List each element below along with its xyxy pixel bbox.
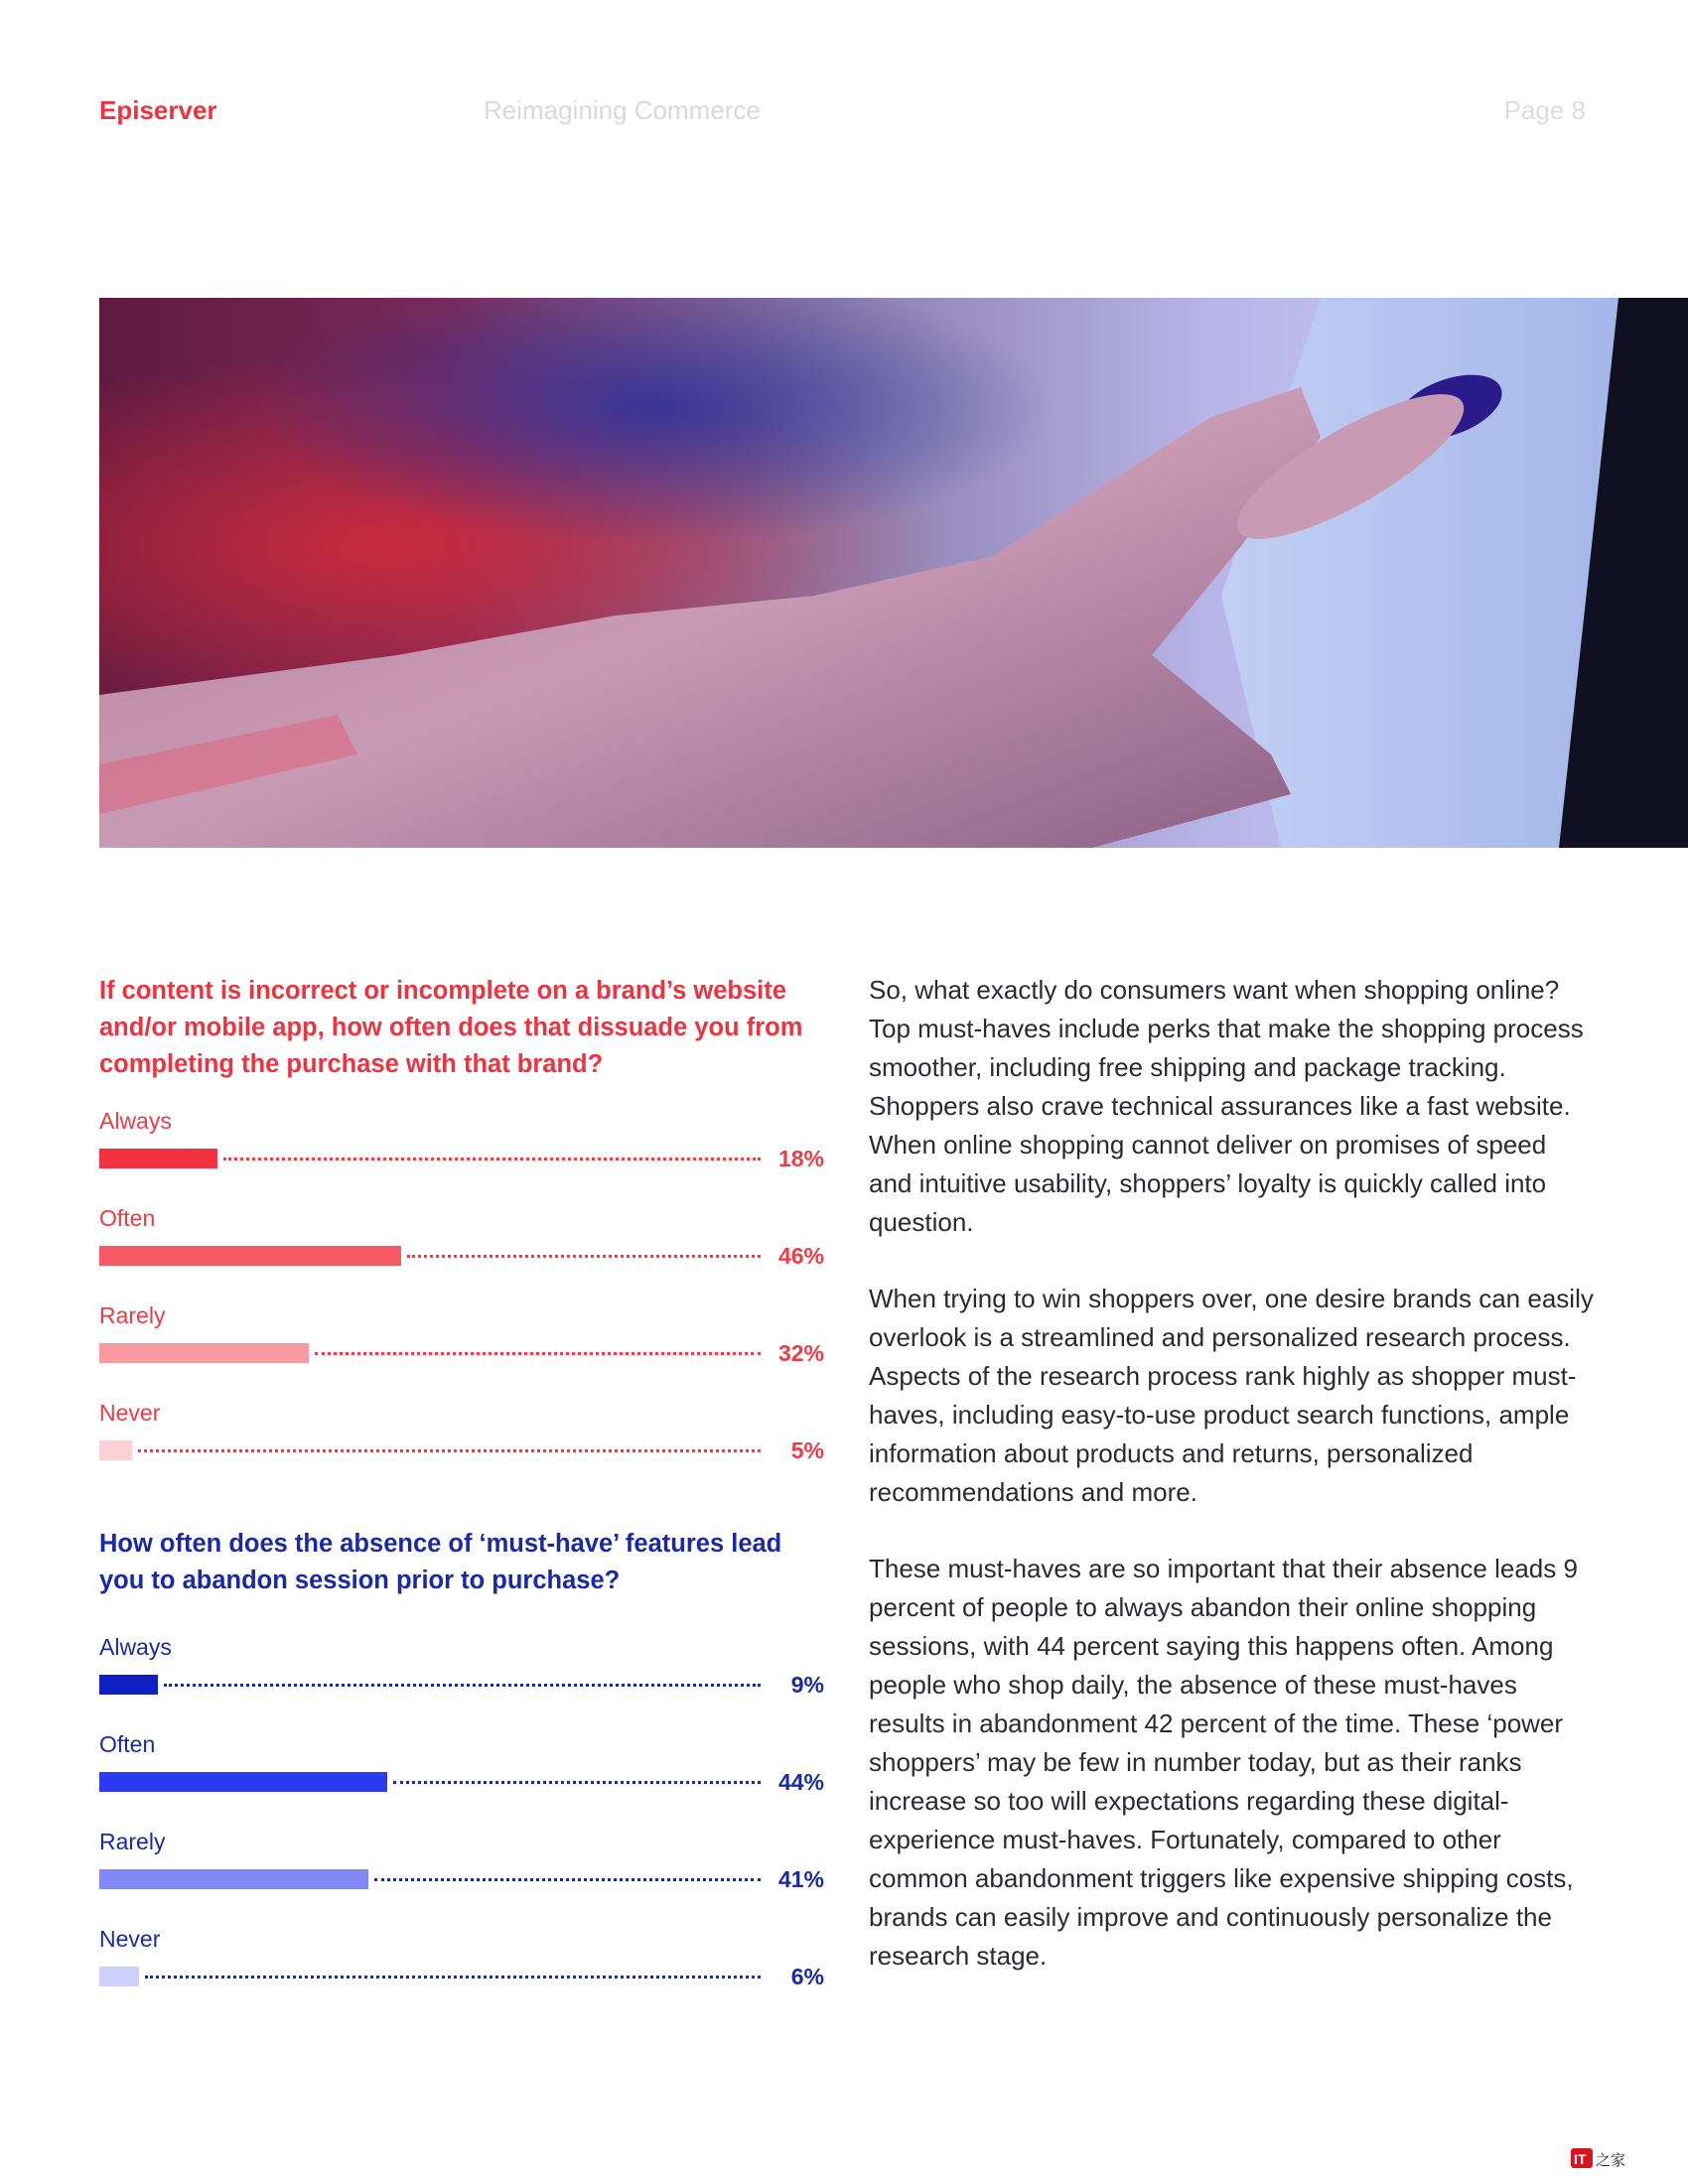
value-label: 6%	[790, 1964, 824, 1989]
survey-question-1: If content is incorrect or incomplete on a brand’s website and/or mobile app, how often does that dissuade you from completing the purchase with that brand?	[99, 977, 803, 1078]
article-body	[869, 971, 1594, 2013]
bar-track	[99, 1964, 824, 1989]
body-paragraph: When trying to win shoppers over, one desire brands can easily overlook is a streamlined and personalized research process. Aspects of the research process rank highly as shopper must-haves, including easy-to-use product search functions, ample information about products and returns, personalized recommendations and more.	[869, 1284, 1594, 1507]
category-label: Always	[99, 1634, 172, 1660]
body-paragraph: So, what exactly do consumers want when shopping online? Top must-haves include perks that make the shopping process smoother, including free shipping and package tracking. Shoppers also crave technical assurances like a fast website. When online shopping cannot deliver on promises of speed and intuitive usability, shoppers’ loyalty is quickly called into question.	[869, 975, 1584, 1237]
bar	[99, 1772, 387, 1792]
chart-row	[99, 1827, 824, 1924]
category-label: Rarely	[99, 1829, 166, 1854]
bar-track	[99, 1672, 824, 1698]
bar-track	[99, 1243, 824, 1269]
leader-dots	[164, 1684, 761, 1687]
header-title: Reimagining Commerce	[484, 95, 761, 125]
category-label: Always	[99, 1108, 172, 1134]
bar-track	[99, 1146, 824, 1171]
bar	[99, 1675, 158, 1695]
value-label: 46%	[777, 1243, 824, 1269]
category-label: Rarely	[99, 1302, 166, 1328]
value-label: 5%	[790, 1437, 824, 1463]
page-number: Page 8	[1503, 95, 1586, 125]
bar	[99, 1149, 217, 1168]
leader-dots	[138, 1449, 761, 1452]
category-label: Never	[99, 1926, 161, 1952]
chart-row	[99, 1106, 824, 1203]
bar	[99, 1440, 132, 1460]
value-label: 9%	[790, 1672, 824, 1698]
bar-chart-feature-abandonment	[99, 1632, 824, 2021]
leader-dots	[374, 1878, 761, 1881]
chart-row	[99, 1203, 824, 1300]
category-label: Never	[99, 1400, 161, 1426]
hero-image	[99, 298, 1688, 848]
category-label: Often	[99, 1731, 156, 1757]
bar	[99, 1246, 401, 1266]
leader-dots	[315, 1352, 761, 1355]
bar-track	[99, 1437, 824, 1463]
leader-dots	[223, 1158, 761, 1160]
value-label: 18%	[777, 1146, 824, 1171]
bar-track	[99, 1866, 824, 1892]
chart-row	[99, 1924, 824, 2021]
bar	[99, 1967, 139, 1986]
bar-track	[99, 1340, 824, 1366]
header-brand: Episerver	[99, 95, 217, 125]
leader-dots	[407, 1255, 761, 1258]
value-label: 32%	[777, 1340, 824, 1366]
chart-row	[99, 1632, 824, 1729]
category-label: Often	[99, 1205, 156, 1231]
bar	[99, 1869, 368, 1889]
chart-row	[99, 1729, 824, 1827]
survey-question-2: How often does the absence of ‘must-have’ features lead you to abandon session prior to purchase?	[99, 1530, 782, 1594]
bar-track	[99, 1769, 824, 1795]
leader-dots	[393, 1781, 761, 1784]
value-label: 41%	[777, 1866, 824, 1892]
svg-text:IT: IT	[1574, 2151, 1587, 2167]
chart-row	[99, 1398, 824, 1495]
bar-chart-content-dissuasion	[99, 1106, 824, 1495]
value-label: 44%	[777, 1769, 824, 1795]
bar	[99, 1343, 309, 1363]
hand-pointing-at-tablet-photo	[99, 298, 1688, 848]
leader-dots	[145, 1976, 761, 1979]
watermark-logo	[1571, 2146, 1640, 2170]
body-paragraph: These must-haves are so important that their absence leads 9 percent of people to always abandon their online shopping sessions, with 44 percent saying this happens often. Among people who shop daily, the absence of these must-haves results in abandonment 42 percent of the time. These ‘power shoppers’ may be few in number today, but as their ranks increase so too will expectations regarding these digital-experience must-haves. Fortunately, compared to other common abandonment triggers like expensive shipping costs, brands can easily improve and continuously personalize the research stage.	[869, 1554, 1578, 1971]
svg-text:之家: 之家	[1596, 2151, 1626, 2169]
chart-row	[99, 1300, 824, 1398]
